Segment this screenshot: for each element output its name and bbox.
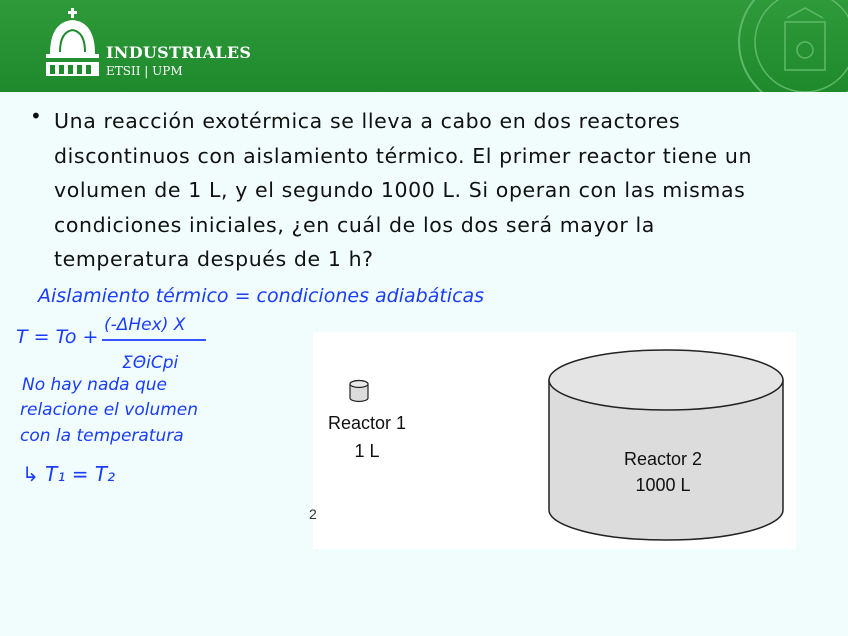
hw-result: ↳ T₁ = T₂ [22, 462, 116, 486]
question-line: discontinuos con aislamiento térmico. El primer reactor tiene un [54, 143, 753, 168]
logo [40, 6, 260, 86]
reactor1-cylinder-icon [350, 381, 368, 402]
logo-text-etsii: ETSII | UPM [106, 64, 183, 78]
university-seal-icon [735, 0, 848, 92]
hw-adiabatic-note: Aislamiento térmico = condiciones adiabáticas [38, 285, 485, 307]
reactor2-volume: 1000 L [635, 475, 691, 495]
question-line: volumen de 1 L, y el segundo 1000 L. Si operan con las mismas [54, 178, 746, 202]
reactor-diagram [313, 332, 796, 549]
hw-equation-left: T = To + [16, 326, 99, 348]
reactor1-volume: 1 L [354, 441, 380, 461]
header-banner [0, 0, 848, 92]
reactor1-name: Reactor 1 [327, 413, 407, 433]
question-line: Una reacción exotérmica se lleva a cabo en dos reactores [54, 109, 681, 133]
hw-note-line: No hay nada que [22, 375, 168, 395]
slide-number: 2 [309, 506, 317, 522]
question-line: temperatura después de 1 h? [54, 247, 374, 271]
hw-note-line: con la temperatura [20, 426, 184, 446]
reactor2-cylinder-icon [549, 350, 783, 540]
hw-equation-denominator: ΣΘiCpi [122, 353, 179, 373]
bullet-symbol: • [30, 104, 42, 128]
question-line: condiciones iniciales, ¿en cuál de los dos será mayor la [54, 212, 655, 237]
logo-text-industriales: INDUSTRIALES [106, 43, 252, 62]
reactor2-name: Reactor 2 [623, 449, 703, 469]
question-text [54, 104, 844, 277]
dome-icon [40, 6, 110, 86]
hw-note-line: relacione el volumen [20, 400, 199, 420]
hw-equation-numerator: (-ΔHex) X [104, 315, 186, 335]
